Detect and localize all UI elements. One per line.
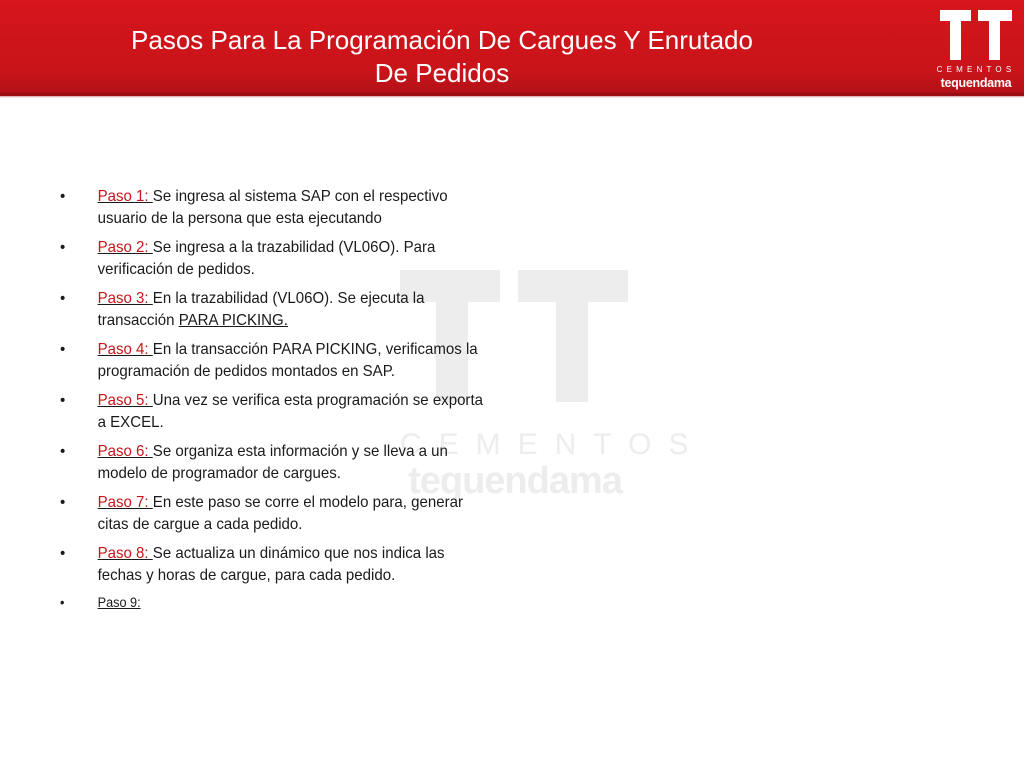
step-text: Se ingresa a la trazabilidad (VL06O). Para verificación de pedidos. — [97, 239, 436, 278]
list-item — [60, 390, 483, 434]
step-label: Paso 2: — [97, 239, 153, 256]
page-title — [92, 24, 792, 90]
step-text: En este paso se corre el modelo para, generar citas de cargue a cada pedido. — [97, 494, 463, 533]
header-shadow — [0, 93, 1024, 98]
logo-word-tequendama: tequendama — [940, 76, 1012, 90]
step-label: Paso 5: — [97, 392, 153, 409]
bullet: • — [60, 595, 65, 610]
step-text: Una vez se verifica esta programación se exporta a EXCEL. — [97, 392, 483, 431]
list-item — [60, 594, 483, 612]
bullet: • — [60, 392, 66, 409]
step-text: Se organiza esta información y se lleva a un modelo de programador de cargues. — [97, 443, 448, 482]
watermark-word-cementos: CEMENTOS — [400, 428, 706, 461]
step-label: Paso 7: — [97, 494, 153, 511]
list-item — [60, 339, 483, 383]
watermark-word-tequendama: tequendama — [408, 460, 622, 502]
bullet: • — [60, 188, 66, 205]
steps-list — [60, 186, 510, 612]
list-item — [60, 186, 483, 230]
list-item — [60, 288, 483, 332]
list-item — [60, 492, 483, 536]
step-text: En la transacción PARA PICKING, verificamos la programación de pedidos montados en SAP. — [97, 341, 478, 380]
step-text: En la trazabilidad (VL06O). Se ejecuta la transacción — [97, 290, 425, 329]
company-logo — [936, 10, 1016, 92]
step-label: Paso 8: — [97, 545, 153, 562]
bullet: • — [60, 443, 66, 460]
bullet: • — [60, 494, 66, 511]
step-label: Paso 1: — [97, 188, 153, 205]
step-label: Paso 4: — [97, 341, 153, 358]
step-text: Se ingresa al sistema SAP con el respectivo usuario de la persona que esta ejecutando — [97, 188, 448, 227]
step-text-underlined: PARA PICKING. — [178, 312, 288, 329]
step-label: Paso 9: — [97, 595, 141, 610]
bullet: • — [60, 341, 66, 358]
step-label: Paso 6: — [97, 443, 153, 460]
header-bar — [0, 0, 1024, 96]
logo-word-cementos: CEMENTOS — [936, 65, 1016, 74]
list-item — [60, 543, 483, 587]
page-title-line1: Pasos Para La Programación De Cargues Y Enrutado — [131, 25, 753, 55]
step-text: Se actualiza un dinámico que nos indica las fechas y horas de cargue, para cada pedido. — [97, 545, 445, 584]
bullet: • — [60, 239, 66, 256]
logo-tt-icon — [940, 10, 1012, 60]
step-label: Paso 3: — [97, 290, 153, 307]
list-item — [60, 441, 483, 485]
page-title-line2: De Pedidos — [374, 58, 510, 88]
bullet: • — [60, 290, 66, 307]
steps-content — [60, 186, 510, 619]
list-item — [60, 237, 483, 281]
bullet: • — [60, 545, 66, 562]
